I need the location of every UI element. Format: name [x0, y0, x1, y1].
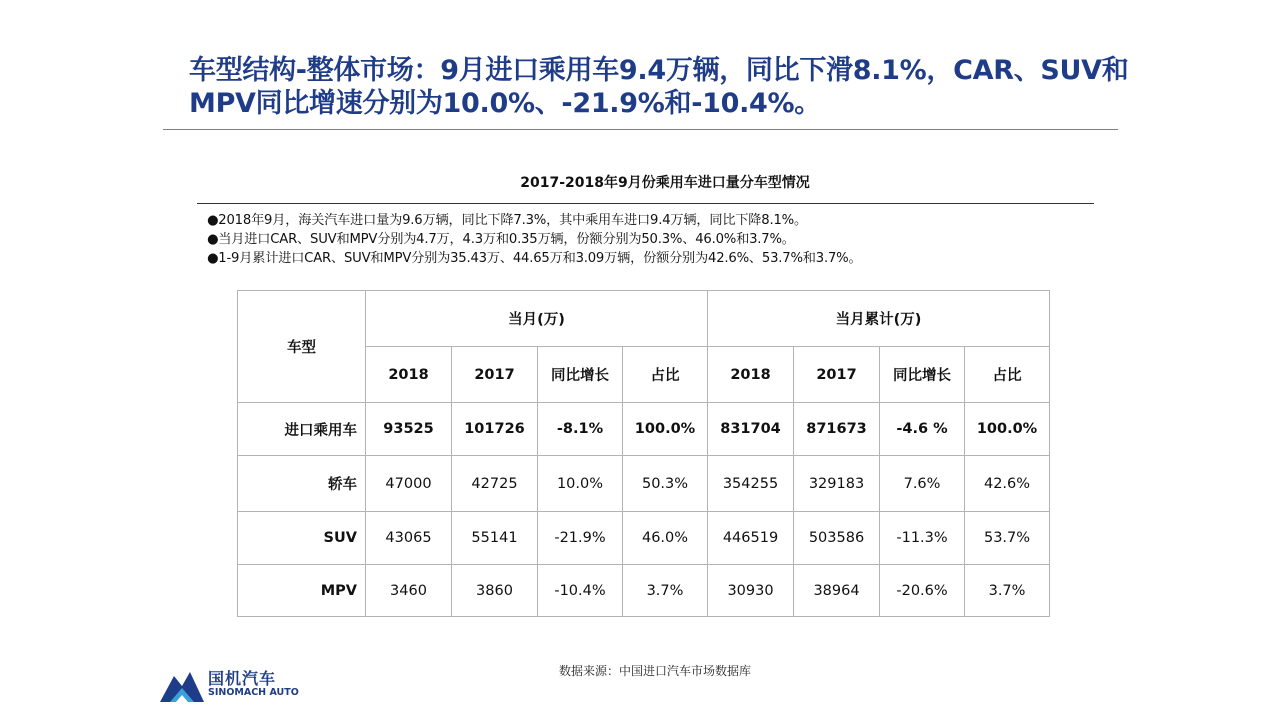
- table-cell: 871673: [794, 403, 880, 456]
- slide-headline: [189, 54, 1149, 120]
- table-cell: 3860: [452, 565, 538, 617]
- row-label: 轿车: [238, 456, 366, 512]
- table-cell: 93525: [366, 403, 452, 456]
- bullet-item: ●1-9月累计进口CAR、SUV和MPV分别为35.43万、44.65万和3.09万辆，份额分别为42.6%、53.7%和3.7%。: [207, 251, 862, 266]
- table-cell: 100.0%: [965, 403, 1050, 456]
- headline-line-2: MPV同比增速分别为10.0%、-21.9%和-10.4%。: [189, 88, 821, 119]
- table-row: [238, 512, 1050, 565]
- table-cell: 503586: [794, 512, 880, 565]
- table-title-divider: [197, 203, 1094, 204]
- monthly-group-header: 当月(万): [366, 291, 708, 347]
- table-row: [238, 565, 1050, 617]
- table-cell: 50.3%: [623, 456, 708, 512]
- subheader-cell: 占比: [965, 347, 1050, 403]
- table-cell: -10.4%: [538, 565, 623, 617]
- subheader-cell: 2017: [452, 347, 538, 403]
- mountain-logo-icon: [160, 668, 204, 702]
- subheader-cell: 同比增长: [538, 347, 623, 403]
- bullet-item: ●2018年9月，海关汽车进口量为9.6万辆，同比下降7.3%，其中乘用车进口9.4万辆，同比下降8.1%。: [207, 213, 807, 228]
- cumulative-group-header: 当月累计(万): [708, 291, 1050, 347]
- table-cell: 329183: [794, 456, 880, 512]
- table-cell: 10.0%: [538, 456, 623, 512]
- table-cell: 30930: [708, 565, 794, 617]
- table-cell: 43065: [366, 512, 452, 565]
- table-cell: 446519: [708, 512, 794, 565]
- table-cell: 354255: [708, 456, 794, 512]
- subheader-cell: 2017: [794, 347, 880, 403]
- table-cell: 38964: [794, 565, 880, 617]
- subheader-cell: 2018: [366, 347, 452, 403]
- import-volume-table: [237, 290, 1050, 617]
- subheader-cell: 2018: [708, 347, 794, 403]
- logo-text-cn: 国机汽车: [208, 669, 277, 688]
- type-header: 车型: [238, 291, 366, 403]
- table-cell: 3460: [366, 565, 452, 617]
- headline-divider: [163, 129, 1118, 130]
- table-cell: -8.1%: [538, 403, 623, 456]
- row-label: 进口乘用车: [238, 403, 366, 456]
- bullet-list: [207, 211, 1107, 268]
- table-cell: 42.6%: [965, 456, 1050, 512]
- company-logo: [160, 665, 320, 705]
- table-cell: -11.3%: [880, 512, 965, 565]
- table-cell: 100.0%: [623, 403, 708, 456]
- headline-line-1: 车型结构-整体市场：9月进口乘用车9.4万辆，同比下滑8.1%，CAR、SUV和: [189, 55, 1129, 86]
- subheader-cell: 占比: [623, 347, 708, 403]
- table-cell: -4.6 %: [880, 403, 965, 456]
- table-row: [238, 456, 1050, 512]
- table-cell: 53.7%: [965, 512, 1050, 565]
- table-cell: -20.6%: [880, 565, 965, 617]
- table-cell: 55141: [452, 512, 538, 565]
- logo-text-en: SINOMACH AUTO: [208, 687, 299, 698]
- table-cell: 42725: [452, 456, 538, 512]
- data-source-note: 数据来源：中国进口汽车市场数据库: [558, 664, 751, 678]
- table-cell: 831704: [708, 403, 794, 456]
- subheader-cell: 同比增长: [880, 347, 965, 403]
- table-cell: 7.6%: [880, 456, 965, 512]
- table-cell: 3.7%: [965, 565, 1050, 617]
- table-cell: 46.0%: [623, 512, 708, 565]
- table-cell: 101726: [452, 403, 538, 456]
- table-cell: 3.7%: [623, 565, 708, 617]
- table-row-total: [238, 403, 1050, 456]
- row-label: SUV: [238, 512, 366, 565]
- row-label: MPV: [238, 565, 366, 617]
- table-cell: 47000: [366, 456, 452, 512]
- table-cell: -21.9%: [538, 512, 623, 565]
- table-title: 2017-2018年9月份乘用车进口量分车型情况: [520, 175, 810, 191]
- bullet-item: ●当月进口CAR、SUV和MPV分别为4.7万，4.3万和0.35万辆，份额分别为50.3%、46.0%和3.7%。: [207, 232, 795, 247]
